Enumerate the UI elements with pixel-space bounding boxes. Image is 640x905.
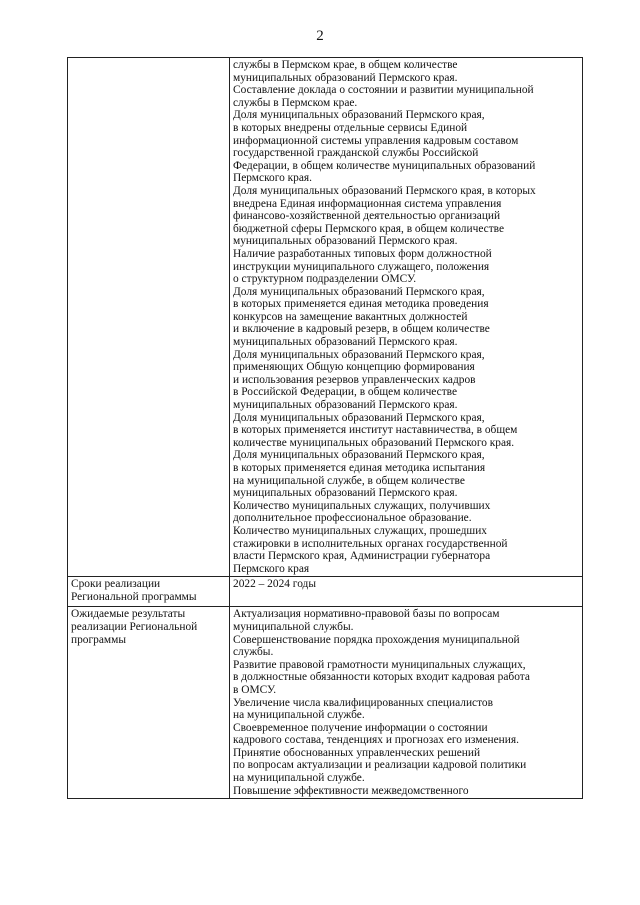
- text-line: стажировки в исполнительных органах государственной: [233, 537, 508, 550]
- text-line: в которых применяется институт наставничества, в общем: [233, 424, 518, 437]
- text-line: Доля муниципальных образований Пермского края,: [233, 449, 485, 462]
- text-line: Федерации, в общем количестве муниципальных образований: [233, 159, 536, 172]
- text-line: Региональной программы: [71, 590, 197, 603]
- label-cell: [68, 577, 230, 607]
- text-line: муниципальных образований Пермского края.: [233, 487, 458, 500]
- text-line: в Российской Федерации, в общем количестве: [233, 386, 458, 399]
- value-cell: [230, 577, 583, 607]
- label-cell: [68, 58, 230, 577]
- text-line: о структурном подразделении ОМСУ.: [233, 273, 417, 286]
- text-line: власти Пермского края, Администрации губернатора: [233, 550, 491, 563]
- text-line: в которых применяется единая методика проведения: [233, 298, 489, 311]
- text-line: финансово-хозяйственной деятельностью организаций: [233, 210, 501, 223]
- text-line: службы в Пермском крае, в общем количестве: [233, 59, 458, 71]
- text-line: бюджетной сферы Пермского края, в общем количестве: [233, 222, 505, 235]
- text-line: кадрового состава, тенденциях и прогнозах его изменения.: [233, 734, 519, 747]
- text-line: и включение в кадровый резерв, в общем количестве: [233, 323, 490, 336]
- text-line: Развитие правовой грамотности муниципальных служащих,: [233, 658, 526, 671]
- text-line: инструкции муниципального служащего, положения: [233, 260, 490, 273]
- text-line: Доля муниципальных образований Пермского края,: [233, 348, 485, 361]
- text-line: Ожидаемые результаты: [71, 608, 186, 621]
- text-line: применяющих Общую концепцию формирования: [233, 361, 475, 374]
- text-line: в ОМСУ.: [233, 683, 277, 696]
- label-cell: [68, 607, 230, 799]
- text-line: муниципальной службы.: [233, 620, 354, 633]
- text-line: Своевременное получение информации о состоянии: [233, 721, 488, 734]
- text-line: на муниципальной службе.: [233, 709, 365, 722]
- text-line: Доля муниципальных образований Пермского края,: [233, 109, 485, 122]
- value-cell: [230, 607, 583, 799]
- text-line: Совершенствование порядка прохождения муниципальной: [233, 633, 520, 646]
- text-line: в которых внедрены отдельные сервисы Единой: [233, 121, 468, 134]
- text-line: на муниципальной службе, в общем количестве: [233, 474, 465, 487]
- text-line: муниципальных образований Пермского края.: [233, 71, 458, 84]
- text-line: Пермского края: [233, 562, 310, 575]
- text-line: муниципальных образований Пермского края.: [233, 336, 458, 349]
- text-line: дополнительное профессиональное образование.: [233, 512, 472, 525]
- text-line: Составление доклада о состоянии и развитии муниципальной: [233, 84, 534, 97]
- text-line: Количество муниципальных служащих, прошедших: [233, 524, 487, 537]
- table-row: [68, 607, 583, 799]
- text-line: 2022 – 2024 годы: [233, 578, 317, 591]
- text-line: внедрена Единая информационная система управления: [233, 197, 502, 210]
- text-line: программы: [71, 633, 126, 646]
- text-line: Доля муниципальных образований Пермского края,: [233, 411, 485, 424]
- text-line: Увеличение числа квалифицированных специалистов: [233, 696, 493, 709]
- text-line: в которых применяется единая методика испытания: [233, 462, 486, 474]
- text-line: Актуализация нормативно-правовой базы по вопросам: [233, 608, 500, 621]
- text-line: Принятие обоснованных управленческих решений: [233, 746, 481, 759]
- text-line: муниципальных образований Пермского края.: [233, 235, 458, 248]
- text-line: реализации Региональной: [71, 620, 198, 633]
- page-number: 2: [316, 28, 324, 44]
- text-line: государственной гражданской службы Российской: [233, 147, 479, 160]
- text-line: информационной системы управления кадровым составом: [233, 134, 519, 147]
- text-line: в должностные обязанности которых входит кадровая работа: [233, 671, 530, 684]
- text-line: Сроки реализации: [71, 578, 161, 591]
- text-line: Наличие разработанных типовых форм должностной: [233, 247, 492, 260]
- text-line: Пермского края.: [233, 172, 313, 185]
- table-row: [68, 577, 583, 607]
- text-line: службы в Пермском крае.: [233, 96, 358, 109]
- text-line: на муниципальной службе.: [233, 772, 365, 785]
- text-line: Повышение эффективности межведомственного: [233, 784, 469, 797]
- text-line: муниципальных образований Пермского края.: [233, 399, 458, 412]
- value-cell: [230, 58, 583, 577]
- text-line: службы.: [233, 646, 274, 659]
- text-line: конкурсов на замещение вакантных должностей: [233, 310, 468, 323]
- program-passport-table: [67, 57, 583, 799]
- table-row: [68, 58, 583, 577]
- text-line: количестве муниципальных образований Пермского края.: [233, 436, 515, 449]
- text-line: Доля муниципальных образований Пермского края, в которых: [233, 184, 536, 197]
- text-line: Доля муниципальных образований Пермского края,: [233, 285, 485, 298]
- text-line: по вопросам актуализации и реализации кадровой политики: [233, 759, 527, 772]
- text-line: Количество муниципальных служащих, получивших: [233, 499, 491, 512]
- text-line: и использования резервов управленческих кадров: [233, 373, 476, 386]
